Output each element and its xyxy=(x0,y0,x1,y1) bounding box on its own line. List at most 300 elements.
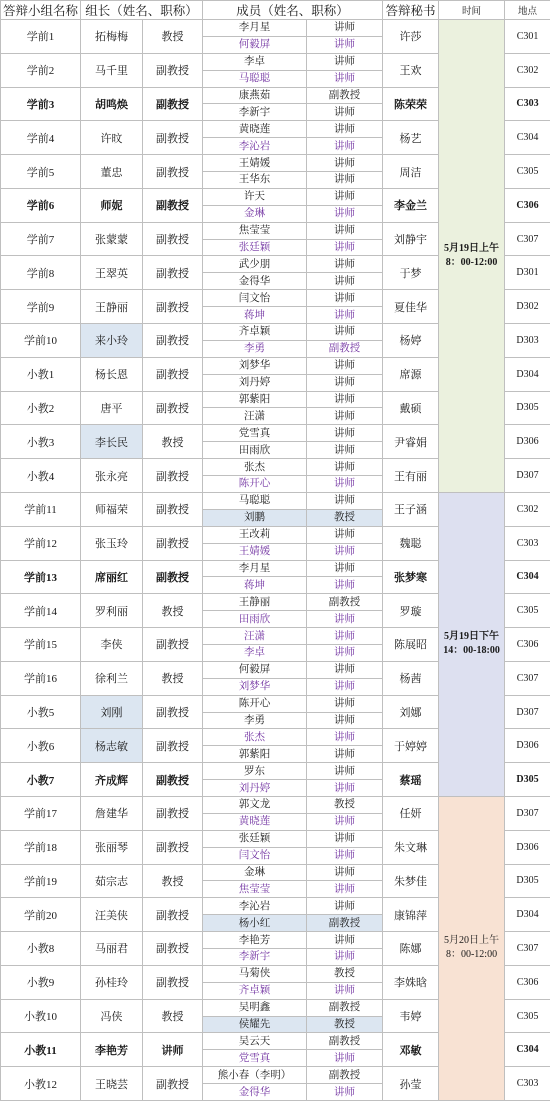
leader-name: 张丽琴 xyxy=(81,830,143,864)
member-title: 副教授 xyxy=(307,1033,383,1050)
group-name: 小教10 xyxy=(1,999,81,1033)
member-title: 讲师 xyxy=(307,20,383,37)
member-title: 讲师 xyxy=(307,526,383,543)
member-title: 副教授 xyxy=(307,340,383,357)
member-title: 讲师 xyxy=(307,898,383,915)
leader-name: 许旼 xyxy=(81,121,143,155)
secretary-name: 王欢 xyxy=(383,53,439,87)
secretary-name: 魏聪 xyxy=(383,526,439,560)
group-name: 学前15 xyxy=(1,628,81,662)
member-title: 讲师 xyxy=(307,577,383,594)
member-name: 李卓 xyxy=(203,53,307,70)
group-name: 学前20 xyxy=(1,898,81,932)
secretary-name: 陈展昭 xyxy=(383,628,439,662)
member-title: 讲师 xyxy=(307,357,383,374)
room: D306 xyxy=(505,425,550,459)
group-name: 小教4 xyxy=(1,459,81,493)
member-title: 副教授 xyxy=(307,999,383,1016)
leader-name: 唐平 xyxy=(81,391,143,425)
leader-title: 副教授 xyxy=(143,492,203,526)
member-title: 教授 xyxy=(307,509,383,526)
group-name: 学前6 xyxy=(1,188,81,222)
member-title: 讲师 xyxy=(307,746,383,763)
member-name: 李勇 xyxy=(203,712,307,729)
leader-name: 李侠 xyxy=(81,628,143,662)
leader-name: 张玉玲 xyxy=(81,526,143,560)
member-name: 黄晓莲 xyxy=(203,121,307,138)
group-name: 学前5 xyxy=(1,155,81,189)
leader-name: 张蒙蒙 xyxy=(81,222,143,256)
room: C304 xyxy=(505,560,550,594)
leader-title: 副教授 xyxy=(143,256,203,290)
leader-name: 刘刚 xyxy=(81,695,143,729)
group-row xyxy=(1,492,550,509)
member-title: 讲师 xyxy=(307,881,383,898)
member-name: 张杰 xyxy=(203,459,307,476)
leader-title: 副教授 xyxy=(143,53,203,87)
leader-title: 副教授 xyxy=(143,763,203,797)
group-name: 小教9 xyxy=(1,965,81,999)
leader-title: 副教授 xyxy=(143,290,203,324)
room: D303 xyxy=(505,324,550,358)
group-name: 学前2 xyxy=(1,53,81,87)
leader-title: 副教授 xyxy=(143,324,203,358)
room: D304 xyxy=(505,357,550,391)
room: D305 xyxy=(505,864,550,898)
room: C306 xyxy=(505,965,550,999)
time-slot xyxy=(439,492,505,796)
secretary-name: 罗璇 xyxy=(383,594,439,628)
member-name: 刘丹婷 xyxy=(203,374,307,391)
leader-name: 李艳芳 xyxy=(81,1033,143,1067)
member-name: 李沁岩 xyxy=(203,898,307,915)
group-name: 小教12 xyxy=(1,1067,81,1101)
member-name: 侯耀先 xyxy=(203,1016,307,1033)
member-title: 讲师 xyxy=(307,188,383,205)
member-name: 王改莉 xyxy=(203,526,307,543)
member-title: 讲师 xyxy=(307,1084,383,1101)
time-slot xyxy=(439,796,505,1100)
header-row xyxy=(1,1,550,20)
member-title: 讲师 xyxy=(307,104,383,121)
member-title: 讲师 xyxy=(307,239,383,256)
member-name: 郭紫阳 xyxy=(203,391,307,408)
group-name: 学前9 xyxy=(1,290,81,324)
member-name: 闫文怡 xyxy=(203,847,307,864)
group-name: 小教7 xyxy=(1,763,81,797)
member-name: 金得华 xyxy=(203,273,307,290)
member-name: 熊小春（李明） xyxy=(203,1067,307,1084)
member-name: 田雨欣 xyxy=(203,611,307,628)
member-title: 讲师 xyxy=(307,155,383,172)
leader-title: 教授 xyxy=(143,864,203,898)
member-title: 讲师 xyxy=(307,476,383,493)
secretary-name: 任妍 xyxy=(383,796,439,830)
secretary-name: 张梦寒 xyxy=(383,560,439,594)
room: D307 xyxy=(505,695,550,729)
secretary-name: 许莎 xyxy=(383,20,439,54)
secretary-name: 朱梦佳 xyxy=(383,864,439,898)
secretary-name: 康锦萍 xyxy=(383,898,439,932)
group-name: 学前18 xyxy=(1,830,81,864)
leader-name: 马丽君 xyxy=(81,932,143,966)
member-name: 焦莹莹 xyxy=(203,881,307,898)
room: C305 xyxy=(505,155,550,189)
member-title: 讲师 xyxy=(307,611,383,628)
leader-title: 副教授 xyxy=(143,796,203,830)
member-name: 汪潇 xyxy=(203,628,307,645)
schedule-body xyxy=(1,20,550,1101)
leader-name: 杨志敏 xyxy=(81,729,143,763)
group-name: 小教1 xyxy=(1,357,81,391)
leader-name: 师福荣 xyxy=(81,492,143,526)
member-name: 张廷颖 xyxy=(203,830,307,847)
member-title: 讲师 xyxy=(307,982,383,999)
leader-title: 副教授 xyxy=(143,898,203,932)
room: D307 xyxy=(505,796,550,830)
member-title: 讲师 xyxy=(307,932,383,949)
member-name: 康燕茹 xyxy=(203,87,307,104)
time-slot-date: 5月19日上午 xyxy=(439,242,504,256)
member-name: 何毅屏 xyxy=(203,661,307,678)
secretary-name: 王有丽 xyxy=(383,459,439,493)
member-title: 讲师 xyxy=(307,830,383,847)
group-name: 学前3 xyxy=(1,87,81,121)
room: C304 xyxy=(505,1033,550,1067)
leader-title: 教授 xyxy=(143,661,203,695)
secretary-name: 刘静宇 xyxy=(383,222,439,256)
member-name: 罗东 xyxy=(203,763,307,780)
room: C307 xyxy=(505,222,550,256)
secretary-name: 戴硕 xyxy=(383,391,439,425)
room: C306 xyxy=(505,628,550,662)
member-name: 张廷颖 xyxy=(203,239,307,256)
group-name: 学前8 xyxy=(1,256,81,290)
member-title: 讲师 xyxy=(307,324,383,341)
room: D305 xyxy=(505,391,550,425)
leader-name: 齐成辉 xyxy=(81,763,143,797)
header-leader: 组长（姓名、职称） xyxy=(81,1,203,20)
member-title: 讲师 xyxy=(307,712,383,729)
member-title: 讲师 xyxy=(307,695,383,712)
member-title: 讲师 xyxy=(307,661,383,678)
member-title: 讲师 xyxy=(307,121,383,138)
secretary-name: 于婷婷 xyxy=(383,729,439,763)
leader-name: 胡鸣焕 xyxy=(81,87,143,121)
member-title: 讲师 xyxy=(307,138,383,155)
leader-name: 茹宗志 xyxy=(81,864,143,898)
leader-title: 教授 xyxy=(143,425,203,459)
time-slot xyxy=(439,20,505,493)
member-name: 闫文怡 xyxy=(203,290,307,307)
secretary-name: 杨婷 xyxy=(383,324,439,358)
member-name: 吴明鑫 xyxy=(203,999,307,1016)
leader-name: 师妮 xyxy=(81,188,143,222)
secretary-name: 王子涵 xyxy=(383,492,439,526)
member-name: 李月星 xyxy=(203,560,307,577)
secretary-name: 孙莹 xyxy=(383,1067,439,1101)
group-name: 学前4 xyxy=(1,121,81,155)
leader-title: 副教授 xyxy=(143,121,203,155)
member-title: 讲师 xyxy=(307,1050,383,1067)
member-name: 焦莹莹 xyxy=(203,222,307,239)
member-title: 讲师 xyxy=(307,53,383,70)
leader-title: 副教授 xyxy=(143,391,203,425)
member-title: 讲师 xyxy=(307,644,383,661)
member-title: 讲师 xyxy=(307,948,383,965)
member-name: 郭紫阳 xyxy=(203,746,307,763)
leader-title: 副教授 xyxy=(143,830,203,864)
member-name: 陈开心 xyxy=(203,695,307,712)
group-name: 小教8 xyxy=(1,932,81,966)
secretary-name: 杨艺 xyxy=(383,121,439,155)
leader-title: 副教授 xyxy=(143,222,203,256)
secretary-name: 尹睿娟 xyxy=(383,425,439,459)
member-title: 教授 xyxy=(307,1016,383,1033)
secretary-name: 韦婷 xyxy=(383,999,439,1033)
leader-title: 副教授 xyxy=(143,526,203,560)
group-name: 小教6 xyxy=(1,729,81,763)
header-room: 地点 xyxy=(505,1,550,20)
leader-name: 拓梅梅 xyxy=(81,20,143,54)
member-name: 刘梦华 xyxy=(203,357,307,374)
member-title: 讲师 xyxy=(307,290,383,307)
secretary-name: 李金兰 xyxy=(383,188,439,222)
group-name: 学前1 xyxy=(1,20,81,54)
member-name: 李新宇 xyxy=(203,948,307,965)
group-name: 学前16 xyxy=(1,661,81,695)
member-name: 刘梦华 xyxy=(203,678,307,695)
member-name: 齐卓颖 xyxy=(203,982,307,999)
member-title: 讲师 xyxy=(307,628,383,645)
member-title: 讲师 xyxy=(307,492,383,509)
room: D302 xyxy=(505,290,550,324)
member-name: 李勇 xyxy=(203,340,307,357)
member-title: 讲师 xyxy=(307,425,383,442)
group-name: 学前7 xyxy=(1,222,81,256)
leader-name: 王翠英 xyxy=(81,256,143,290)
leader-name: 詹建华 xyxy=(81,796,143,830)
member-name: 杨小红 xyxy=(203,915,307,932)
leader-name: 汪美侠 xyxy=(81,898,143,932)
member-name: 汪潇 xyxy=(203,408,307,425)
room: D301 xyxy=(505,256,550,290)
leader-name: 孙桂玲 xyxy=(81,965,143,999)
header-members: 成员（姓名、职称） xyxy=(203,1,383,20)
member-title: 副教授 xyxy=(307,87,383,104)
group-name: 学前14 xyxy=(1,594,81,628)
room: D306 xyxy=(505,729,550,763)
room: C303 xyxy=(505,1067,550,1101)
secretary-name: 朱文琳 xyxy=(383,830,439,864)
member-name: 田雨欣 xyxy=(203,442,307,459)
member-name: 郭文龙 xyxy=(203,796,307,813)
leader-name: 罗利丽 xyxy=(81,594,143,628)
room: C301 xyxy=(505,20,550,54)
secretary-name: 李姝晗 xyxy=(383,965,439,999)
leader-name: 席丽红 xyxy=(81,560,143,594)
leader-title: 副教授 xyxy=(143,695,203,729)
member-name: 王静丽 xyxy=(203,594,307,611)
room: C307 xyxy=(505,661,550,695)
leader-title: 副教授 xyxy=(143,932,203,966)
leader-title: 副教授 xyxy=(143,965,203,999)
room: D304 xyxy=(505,898,550,932)
time-slot-date: 5月20日上午 xyxy=(439,934,504,948)
leader-title: 副教授 xyxy=(143,560,203,594)
secretary-name: 夏佳华 xyxy=(383,290,439,324)
member-name: 王华东 xyxy=(203,172,307,189)
room: C307 xyxy=(505,932,550,966)
member-title: 讲师 xyxy=(307,847,383,864)
room: C303 xyxy=(505,526,550,560)
member-name: 吴云天 xyxy=(203,1033,307,1050)
leader-name: 徐利兰 xyxy=(81,661,143,695)
secretary-name: 邓敏 xyxy=(383,1033,439,1067)
leader-name: 冯侠 xyxy=(81,999,143,1033)
member-title: 讲师 xyxy=(307,560,383,577)
member-name: 党雪真 xyxy=(203,1050,307,1067)
leader-title: 副教授 xyxy=(143,628,203,662)
member-title: 讲师 xyxy=(307,36,383,53)
secretary-name: 于梦 xyxy=(383,256,439,290)
leader-name: 杨长恩 xyxy=(81,357,143,391)
member-title: 讲师 xyxy=(307,864,383,881)
secretary-name: 席源 xyxy=(383,357,439,391)
member-name: 李新宇 xyxy=(203,104,307,121)
leader-title: 教授 xyxy=(143,594,203,628)
secretary-name: 陈娜 xyxy=(383,932,439,966)
member-title: 讲师 xyxy=(307,222,383,239)
member-name: 马聪聪 xyxy=(203,492,307,509)
secretary-name: 蔡瑶 xyxy=(383,763,439,797)
member-title: 讲师 xyxy=(307,256,383,273)
leader-title: 副教授 xyxy=(143,729,203,763)
header-time: 时间 xyxy=(439,1,505,20)
member-title: 教授 xyxy=(307,965,383,982)
member-name: 李卓 xyxy=(203,644,307,661)
room: C305 xyxy=(505,594,550,628)
leader-title: 教授 xyxy=(143,20,203,54)
room: C303 xyxy=(505,87,550,121)
member-name: 蒋坤 xyxy=(203,577,307,594)
member-title: 讲师 xyxy=(307,205,383,222)
member-name: 李艳芳 xyxy=(203,932,307,949)
leader-name: 王晓芸 xyxy=(81,1067,143,1101)
group-name: 学前19 xyxy=(1,864,81,898)
member-title: 讲师 xyxy=(307,780,383,797)
member-title: 副教授 xyxy=(307,594,383,611)
group-row xyxy=(1,20,550,37)
group-name: 学前10 xyxy=(1,324,81,358)
member-name: 李沁岩 xyxy=(203,138,307,155)
leader-title: 副教授 xyxy=(143,357,203,391)
member-name: 马菊侠 xyxy=(203,965,307,982)
member-title: 讲师 xyxy=(307,70,383,87)
time-slot-date: 5月19日下午 xyxy=(439,630,504,644)
leader-name: 李长民 xyxy=(81,425,143,459)
header-secretary: 答辩秘书 xyxy=(383,1,439,20)
leader-title: 副教授 xyxy=(143,188,203,222)
member-title: 讲师 xyxy=(307,543,383,560)
member-title: 讲师 xyxy=(307,459,383,476)
leader-title: 教授 xyxy=(143,999,203,1033)
member-name: 刘鹏 xyxy=(203,509,307,526)
member-title: 讲师 xyxy=(307,273,383,290)
room: D306 xyxy=(505,830,550,864)
member-name: 马聪聪 xyxy=(203,70,307,87)
member-title: 讲师 xyxy=(307,307,383,324)
member-title: 讲师 xyxy=(307,729,383,746)
member-title: 讲师 xyxy=(307,442,383,459)
group-name: 小教2 xyxy=(1,391,81,425)
group-name: 小教5 xyxy=(1,695,81,729)
room: D305 xyxy=(505,763,550,797)
member-name: 许天 xyxy=(203,188,307,205)
member-title: 讲师 xyxy=(307,374,383,391)
group-name: 学前12 xyxy=(1,526,81,560)
leader-name: 董忠 xyxy=(81,155,143,189)
leader-title: 讲师 xyxy=(143,1033,203,1067)
header-group: 答辩小组名称 xyxy=(1,1,81,20)
member-title: 讲师 xyxy=(307,172,383,189)
group-name: 学前13 xyxy=(1,560,81,594)
group-name: 小教11 xyxy=(1,1033,81,1067)
time-slot-hours: 8：00-12:00 xyxy=(439,256,504,270)
member-name: 李月星 xyxy=(203,20,307,37)
secretary-name: 杨茜 xyxy=(383,661,439,695)
secretary-name: 刘娜 xyxy=(383,695,439,729)
group-name: 学前17 xyxy=(1,796,81,830)
group-name: 小教3 xyxy=(1,425,81,459)
room: C305 xyxy=(505,999,550,1033)
leader-title: 副教授 xyxy=(143,155,203,189)
member-title: 教授 xyxy=(307,796,383,813)
room: C302 xyxy=(505,53,550,87)
member-name: 蒋坤 xyxy=(203,307,307,324)
member-title: 副教授 xyxy=(307,915,383,932)
leader-title: 副教授 xyxy=(143,1067,203,1101)
member-name: 金琳 xyxy=(203,864,307,881)
secretary-name: 周洁 xyxy=(383,155,439,189)
member-title: 讲师 xyxy=(307,391,383,408)
member-name: 金琳 xyxy=(203,205,307,222)
leader-title: 副教授 xyxy=(143,87,203,121)
member-name: 王婧媛 xyxy=(203,155,307,172)
group-row xyxy=(1,796,550,813)
time-slot-hours: 8：00-12:00 xyxy=(439,948,504,962)
member-title: 讲师 xyxy=(307,678,383,695)
leader-name: 张永亮 xyxy=(81,459,143,493)
room: C306 xyxy=(505,188,550,222)
group-name: 学前11 xyxy=(1,492,81,526)
member-name: 陈开心 xyxy=(203,476,307,493)
member-name: 党雪真 xyxy=(203,425,307,442)
member-title: 讲师 xyxy=(307,763,383,780)
leader-name: 来小玲 xyxy=(81,324,143,358)
leader-name: 马千里 xyxy=(81,53,143,87)
member-name: 齐卓颖 xyxy=(203,324,307,341)
secretary-name: 陈荣荣 xyxy=(383,87,439,121)
leader-title: 副教授 xyxy=(143,459,203,493)
member-name: 金得华 xyxy=(203,1084,307,1101)
member-name: 刘丹婷 xyxy=(203,780,307,797)
member-title: 讲师 xyxy=(307,408,383,425)
time-slot-hours: 14：00-18:00 xyxy=(439,644,504,658)
member-title: 副教授 xyxy=(307,1067,383,1084)
room: C302 xyxy=(505,492,550,526)
room: D307 xyxy=(505,459,550,493)
